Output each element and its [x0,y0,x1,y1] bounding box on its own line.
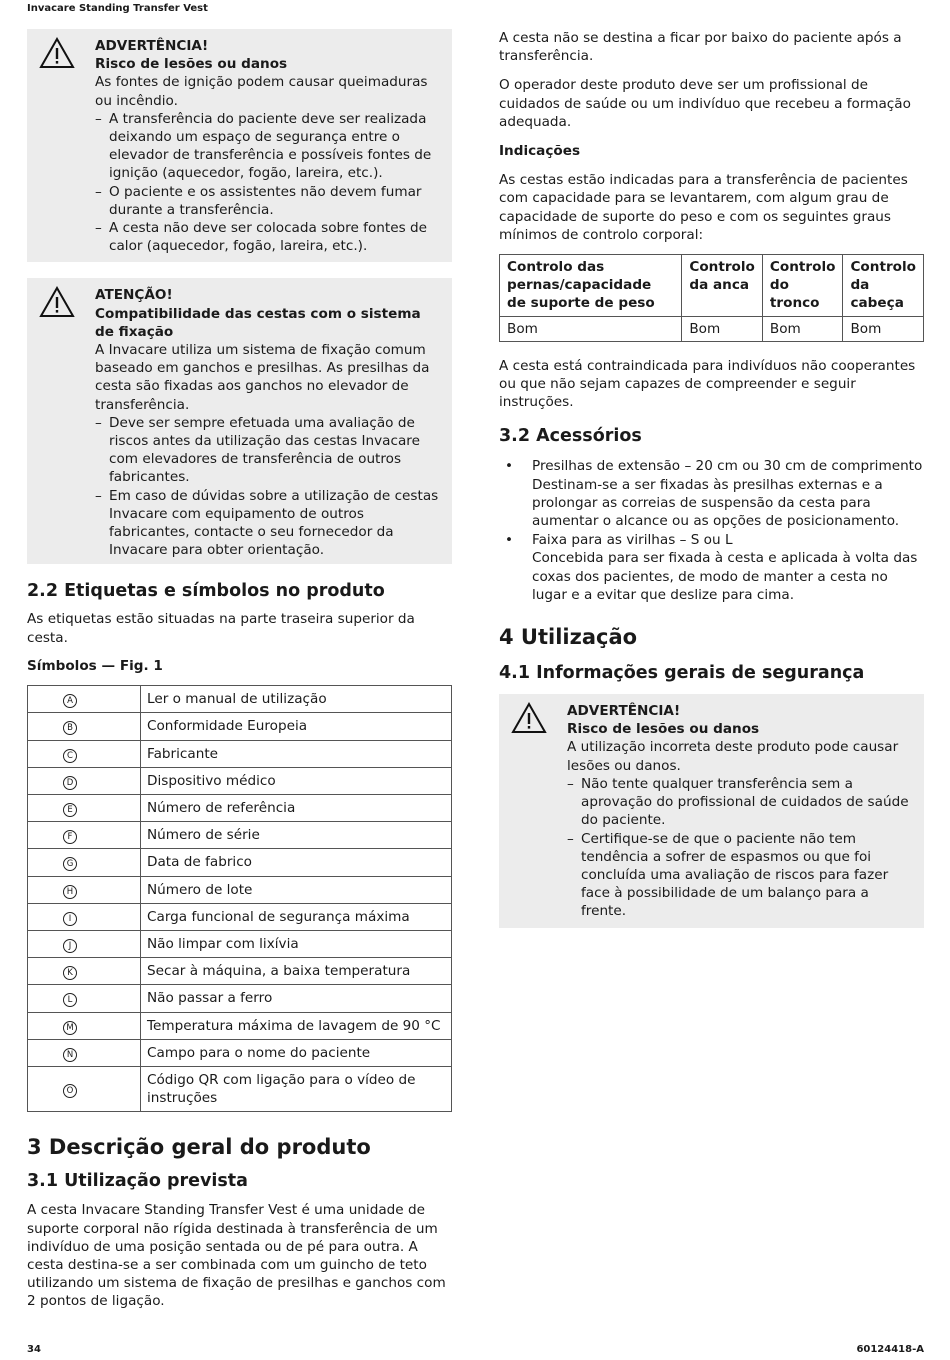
caution-title: Compatibilidade das cestas com o sistema de fixação [95,305,421,340]
section-4-1-heading: 4.1 Informações gerais de segurança [499,663,865,684]
symbol-letter-cell [28,767,141,794]
cell-trunk-value: Bom [762,316,843,341]
accessory-title: Faixa para as virilhas – S ou L [532,532,733,549]
warning-item: – A cesta não deve ser colocada sobre fontes de calor (aquecedor, fogão, lareira, etc.). [95,220,427,255]
circled-letter-icon: F [63,830,77,844]
symbol-letter-cell [28,958,141,985]
warning-item: – Não tente qualquer transferência sem a aprovação do profissional de cuidados de saúde do paciente. [567,775,909,829]
control-table-row [500,316,924,341]
paragraph-not-under-patient: A cesta não se destina a ficar por baixo do paciente após a transferência. [499,30,902,65]
symbol-row [28,1066,452,1111]
warning-title: Risco de lesões ou danos [567,721,760,738]
symbol-description: Não passar a ferro [141,985,452,1012]
symbols-table [27,685,452,1112]
warning-item: – A transferência do paciente deve ser realizada deixando um espaço de segurança entre o elevador de transferência e possíveis fontes de ignição (aquecedor, fogão, lareira, etc.). [95,110,432,182]
symbol-letter-cell [28,1066,141,1111]
circled-letter-icon: I [63,912,77,926]
symbol-row [28,849,452,876]
symbol-letter-cell [28,713,141,740]
symbol-row [28,903,452,930]
warning-triangle-icon [511,702,547,734]
header-legs-control: Controlo das pernas/capacidade de suporte de peso [500,255,682,317]
paragraph-operator: O operador deste produto deve ser um profissional de cuidados de saúde ou um indivíduo que recebeu a formação adequada. [499,77,911,130]
symbol-letter-cell [28,794,141,821]
circled-letter-icon: G [63,857,77,871]
symbols-heading: Símbolos — Fig. 1 [27,657,163,674]
page-number: 34 [27,1344,41,1355]
caution-intro: A Invacare utiliza um sistema de fixação comum baseado em ganchos e presilhas. As presilhas da cesta são fixadas aos ganchos no elevador de transferência. [95,342,430,413]
symbol-letter-cell [28,876,141,903]
control-table [499,254,924,342]
circled-letter-icon: K [63,966,77,980]
symbol-letter-cell [28,903,141,930]
header-head-control: Controlo da cabeça [843,255,924,317]
warning-box-misuse [499,694,924,927]
symbol-letter-cell [28,985,141,1012]
symbol-description: Ler o manual de utilização [141,686,452,713]
symbol-description: Não limpar com lixívia [141,930,452,957]
circled-letter-icon: B [63,721,77,735]
circled-letter-icon: A [63,694,77,708]
symbol-row [28,958,452,985]
symbol-description: Código QR com ligação para o vídeo de instruções [141,1066,452,1111]
symbol-letter-cell [28,686,141,713]
symbol-description: Data de fabrico [141,849,452,876]
section-2-2-heading: 2.2 Etiquetas e símbolos no produto [27,581,385,602]
symbol-row [28,686,452,713]
warning-title: Risco de lesões ou danos [95,56,288,73]
warning-intro: A utilização incorreta deste produto pode causar lesões ou danos. [567,739,899,774]
section-4-heading: 4 Utilização [499,625,638,650]
indications-heading: Indicações [499,143,581,160]
accessory-desc: Concebida para ser fixada à cesta e aplicada à volta das coxas dos pacientes, de modo de manter a cesta no lugar e a evitar que deslize para cima. [532,550,918,603]
bullet-icon: • [505,458,514,475]
cell-head-value: Bom [843,316,924,341]
cell-legs-value: Bom [500,316,682,341]
symbol-description: Temperatura máxima de lavagem de 90 °C [141,1012,452,1039]
right-column [499,29,924,928]
warning-box-ignition [27,29,452,262]
caution-triangle-icon [39,286,75,318]
symbol-letter-cell [28,930,141,957]
warning-item: – O paciente e os assistentes não devem fumar durante a transferência. [95,183,422,218]
symbol-description: Número de série [141,822,452,849]
symbol-row [28,1012,452,1039]
circled-letter-icon: M [63,1021,77,1035]
symbol-description: Número de referência [141,794,452,821]
running-header: Invacare Standing Transfer Vest [27,3,208,14]
bullet-icon: • [505,532,514,549]
symbol-row [28,740,452,767]
caution-box-compatibility [27,278,452,564]
accessory-title: Presilhas de extensão – 20 cm ou 30 cm de comprimento [532,458,923,475]
symbol-row [28,822,452,849]
symbol-description: Fabricante [141,740,452,767]
symbol-letter-cell [28,740,141,767]
symbol-letter-cell [28,822,141,849]
circled-letter-icon: O [63,1084,77,1098]
symbol-letter-cell [28,1012,141,1039]
header-hip-control: Controlo da anca [682,255,763,317]
circled-letter-icon: E [63,803,77,817]
symbol-description: Carga funcional de segurança máxima [141,903,452,930]
warning-item: – Certifique-se de que o paciente não tem tendência a sofrer de espasmos ou que foi concluída uma avaliação de riscos para fazer face à possibilidade de um balanço para a frente. [567,830,889,920]
symbol-row [28,767,452,794]
warning-label: ADVERTÊNCIA! [567,703,681,720]
circled-letter-icon: H [63,885,77,899]
section-3-1-heading: 3.1 Utilização prevista [27,1171,248,1192]
document-code: 60124418-A [856,1344,924,1355]
accessory-item [499,531,924,604]
symbol-row [28,713,452,740]
symbol-row [28,985,452,1012]
circled-letter-icon: L [63,993,77,1007]
caution-label: ATENÇÃO! [95,287,173,304]
accessory-item [499,457,924,530]
cell-hip-value: Bom [682,316,763,341]
symbol-letter-cell [28,1039,141,1066]
symbol-description: Dispositivo médico [141,767,452,794]
section-3-heading: 3 Descrição geral do produto [27,1135,371,1160]
section-3-2-heading: 3.2 Acessórios [499,426,642,447]
indications-text: As cestas estão indicadas para a transferência de pacientes com capacidade para se levantarem, com algum grau de capacidade de suporte do peso e com os seguintes graus mínimos de controlo corporal: [499,172,908,243]
caution-item: – Em caso de dúvidas sobre a utilização de cestas Invacare com equipamento de outros fabricantes, contacte o seu fornecedor da Invacare para obter orientação. [95,487,439,559]
header-trunk-control: Controlo do tronco [762,255,843,317]
accessory-desc: Destinam-se a ser fixadas às presilhas externas e a prolongar as correias de suspensão da cesta para aumentar o alcance ou as opções de posicionamento. [532,476,900,530]
warning-triangle-icon [39,37,75,69]
symbol-description: Número de lote [141,876,452,903]
circled-letter-icon: D [63,776,77,790]
symbol-letter-cell [28,849,141,876]
symbol-row [28,794,452,821]
caution-item: – Deve ser sempre efetuada uma avaliação de riscos antes da utilização das cestas Invacare com elevadores de transferência de outros fabricantes. [95,414,420,486]
symbol-description: Secar à máquina, a baixa temperatura [141,958,452,985]
warning-intro: As fontes de ignição podem causar queimaduras ou incêndio. [95,74,428,109]
symbol-row [28,1039,452,1066]
symbol-row [28,930,452,957]
circled-letter-icon: N [63,1048,77,1062]
symbol-row [28,876,452,903]
warning-label: ADVERTÊNCIA! [95,38,209,54]
labels-location-text: As etiquetas estão situadas na parte traseira superior da cesta. [27,611,415,646]
circled-letter-icon: C [63,749,77,763]
left-column [27,29,452,1311]
symbol-description: Conformidade Europeia [141,713,452,740]
control-table-header [500,255,924,317]
intended-use-text: A cesta Invacare Standing Transfer Vest é uma unidade de suporte corporal não rígida destinada à transferência de um indivíduo de uma posição sentada ou de pé para outra. A cesta destina-se a ser combinada com um guincho de teto utilizando um sistema de fixação de presilhas e ganchos com 2 pontos de ligação. [27,1202,446,1310]
symbol-description: Campo para o nome do paciente [141,1039,452,1066]
contraindication-text: A cesta está contraindicada para indivíduos não cooperantes ou que não sejam capazes de compreender e seguir instruções. [499,357,916,411]
circled-letter-icon: J [63,939,77,953]
